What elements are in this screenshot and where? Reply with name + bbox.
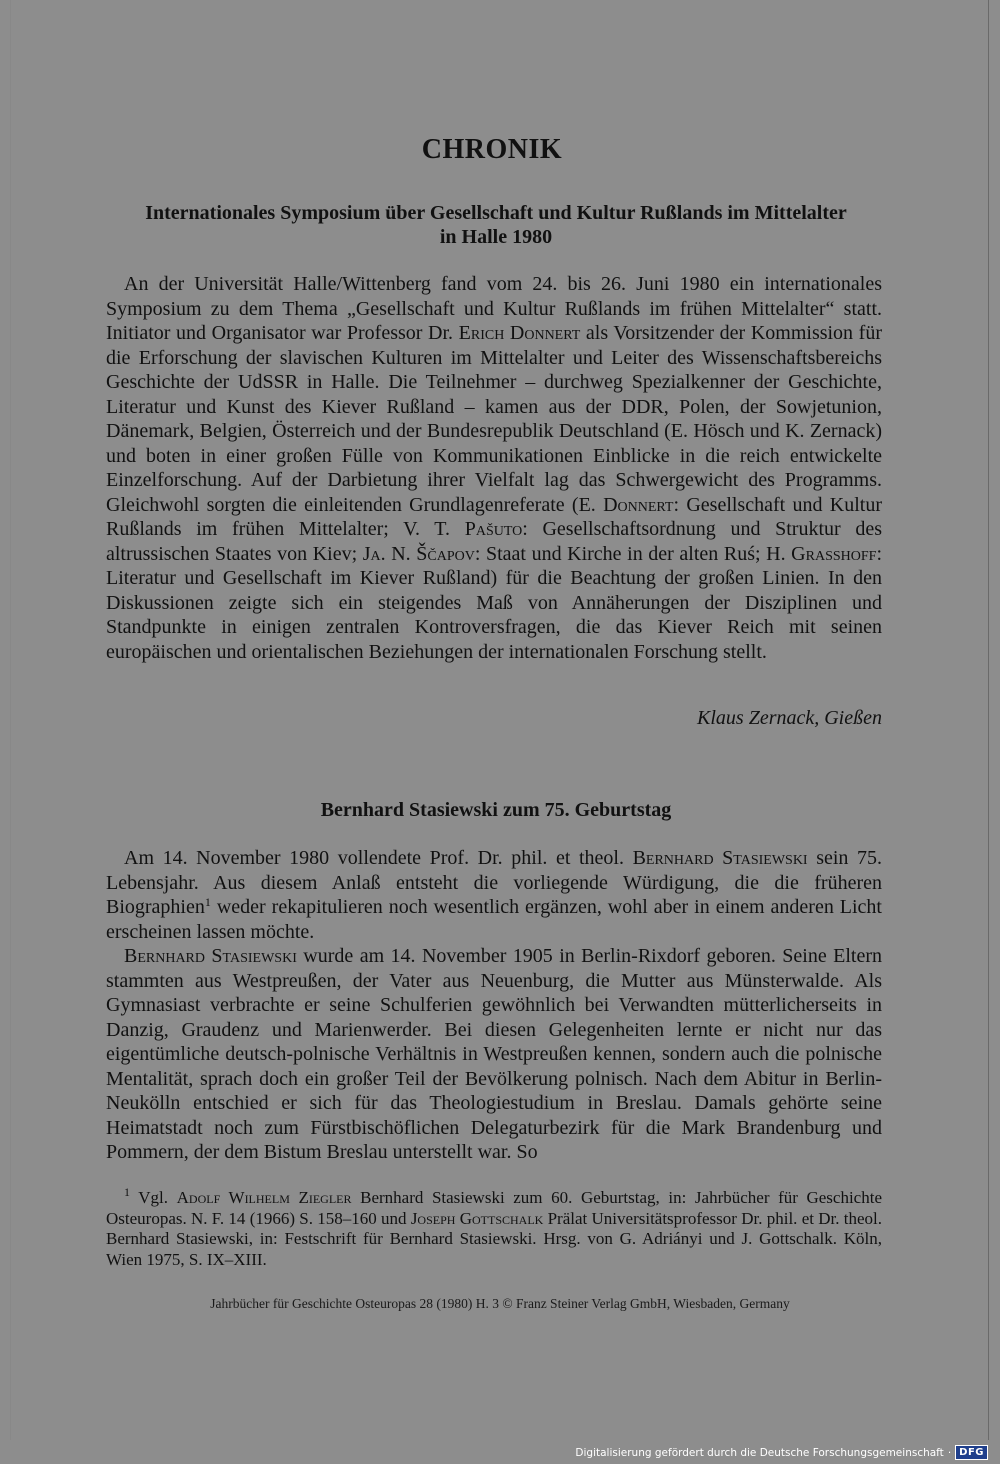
page-edge-right (988, 0, 989, 1440)
article2-heading: Bernhard Stasiewski zum 75. Geburtstag (320, 799, 672, 821)
article2-paragraph-2: Bernhard Stasiewski wurde am 14. November 1905 in Berlin-Rixdorf geboren. Seine Eltern stammten aus Westpreußen, der Vater aus Neuenburg, die Mutter aus Münsterwalde. Als Gymnasiast verbrachte er seine Schulferien gewöhnlich bei Verwandten mütterlicherseits in Danzig, Graudenz und Marienwerder. Bei diesen Gelegenheiten lernte er nicht nur das eigentümliche deutsch-polnische Verhältnis in Westpreußen kennen, sondern auch die polnische Mentalität, sprach doch ein großer Teil der Bevölkerung polnisch. Nach dem Abitur in Berlin-Neukölln entschied er sich für das Theologiestudium in Breslau. Damals gehörte seine Heimatstadt noch zum Fürstbischöflichen Delegaturbezirk für die Mark Brandenburg und Pommern, der dem Bistum Breslau unterstellt war. So (106, 945, 883, 1163)
dfg-notice-text: Digitalisierung gefördert durch die Deutsche Forschungsgemeinschaft (575, 1446, 944, 1459)
article1-signature: Klaus Zernack, Gießen (697, 707, 882, 729)
dfg-logo-icon: DFG (955, 1445, 988, 1460)
article1-heading (108, 201, 884, 249)
footnote-ref: 1 (204, 895, 211, 909)
footnote-1: $^1$ Vgl. Adolf Wilhelm Ziegler Bernhard Stasiewski zum 60. Geburtstag, in: Jahrbücher für Geschichte Osteuropas. N. F. 14 (1966) S. 158–160 und Joseph Gottschalk Prälat Universitätsprofessor Dr. phil. et Dr. theol. Bernhard Stasiewski, in: Festschrift für Bernhard Stasiewski. Hrsg. von G. Adriányi und J. Gottschalk. Köln, Wien 1975, S. IX–XIII. (106, 1185, 883, 1269)
article2-paragraph-1: Am 14. November 1980 vollendete Prof. Dr. phil. et theol. Bernhard Stasiewski sein 75. Lebensjahr. Aus diesem Anlaß entsteht die vorliegende Würdigung, die die früheren Biographien$^1$ weder rekapitulieren noch wesentlich ergänzen, wohl aber in einem anderen Licht erscheinen lassen möchte. (106, 847, 882, 943)
article1-paragraph: An der Universität Halle/Wittenberg fand vom 24. bis 26. Juni 1980 ein internationales Symposium zu dem Thema „Gesellschaft und Kultur Rußlands im frühen Mittelalter“ statt. Initiator und Organisator war Professor Dr. Erich Donnert als Vorsitzender der Kommission für die Erforschung der slavischen Kulturen im Mittelalter und Leiter des Wissenschaftsbereichs Geschichte der UdSSR in Halle. Die Teilnehmer – durchweg Spezialkenner der Geschichte, Literatur und Kunst des Kiever Rußland – kamen aus der DDR, Polen, der Sowjetunion, Dänemark, Belgien, Österreich und der Bundesrepublik Deutschland (E. Hösch und K. Zernack) und boten in einer großen Fülle von Kommunikationen Einblicke in die reich entwickelte Einzelforschung. Auf der Darbietung ihrer Vielfalt lag das Schwergewicht des Programms. Gleichwohl sorgten die einleitenden Grundlagenreferate (E. Donnert: Gesellschaft und Kultur Rußlands im frühen Mittelalter; V. T. Pašuto: Gesellschaftsordnung und Struktur des altrussischen Staates von Kiev; Ja. N. Ščapov: Staat und Kirche in der alten Ruś; H. Grasshoff: Literatur und Gesellschaft im Kiever Rußland) für die Beachtung der großen Linien. In den Diskussionen zeigte sich ein steigendes Maß von Annäherungen der Disziplinen und Standpunkte in einigen zentralen Kontroversfragen, die das Kiever Reich mit seinen europäischen und orientalischen Beziehungen der internationalen Forschung stellt. (106, 273, 882, 663)
article1-body (106, 272, 882, 664)
article1-heading-line2: in Halle 1980 (439, 226, 553, 248)
section-title: CHRONIK (421, 134, 563, 165)
dfg-separator: · (947, 1446, 952, 1459)
page-edge-left (10, 0, 11, 1440)
article1-heading-line1: Internationales Symposium über Gesellschaft und Kultur Rußlands im Mittelalter (145, 202, 847, 224)
dfg-funding-notice (575, 1445, 988, 1460)
journal-citation: Jahrbücher für Geschichte Osteuropas 28 (1980) H. 3 © Franz Steiner Verlag GmbH, Wiesbaden, Germany (210, 1296, 790, 1311)
footnote (106, 1185, 883, 1270)
article2-body (106, 846, 882, 1165)
